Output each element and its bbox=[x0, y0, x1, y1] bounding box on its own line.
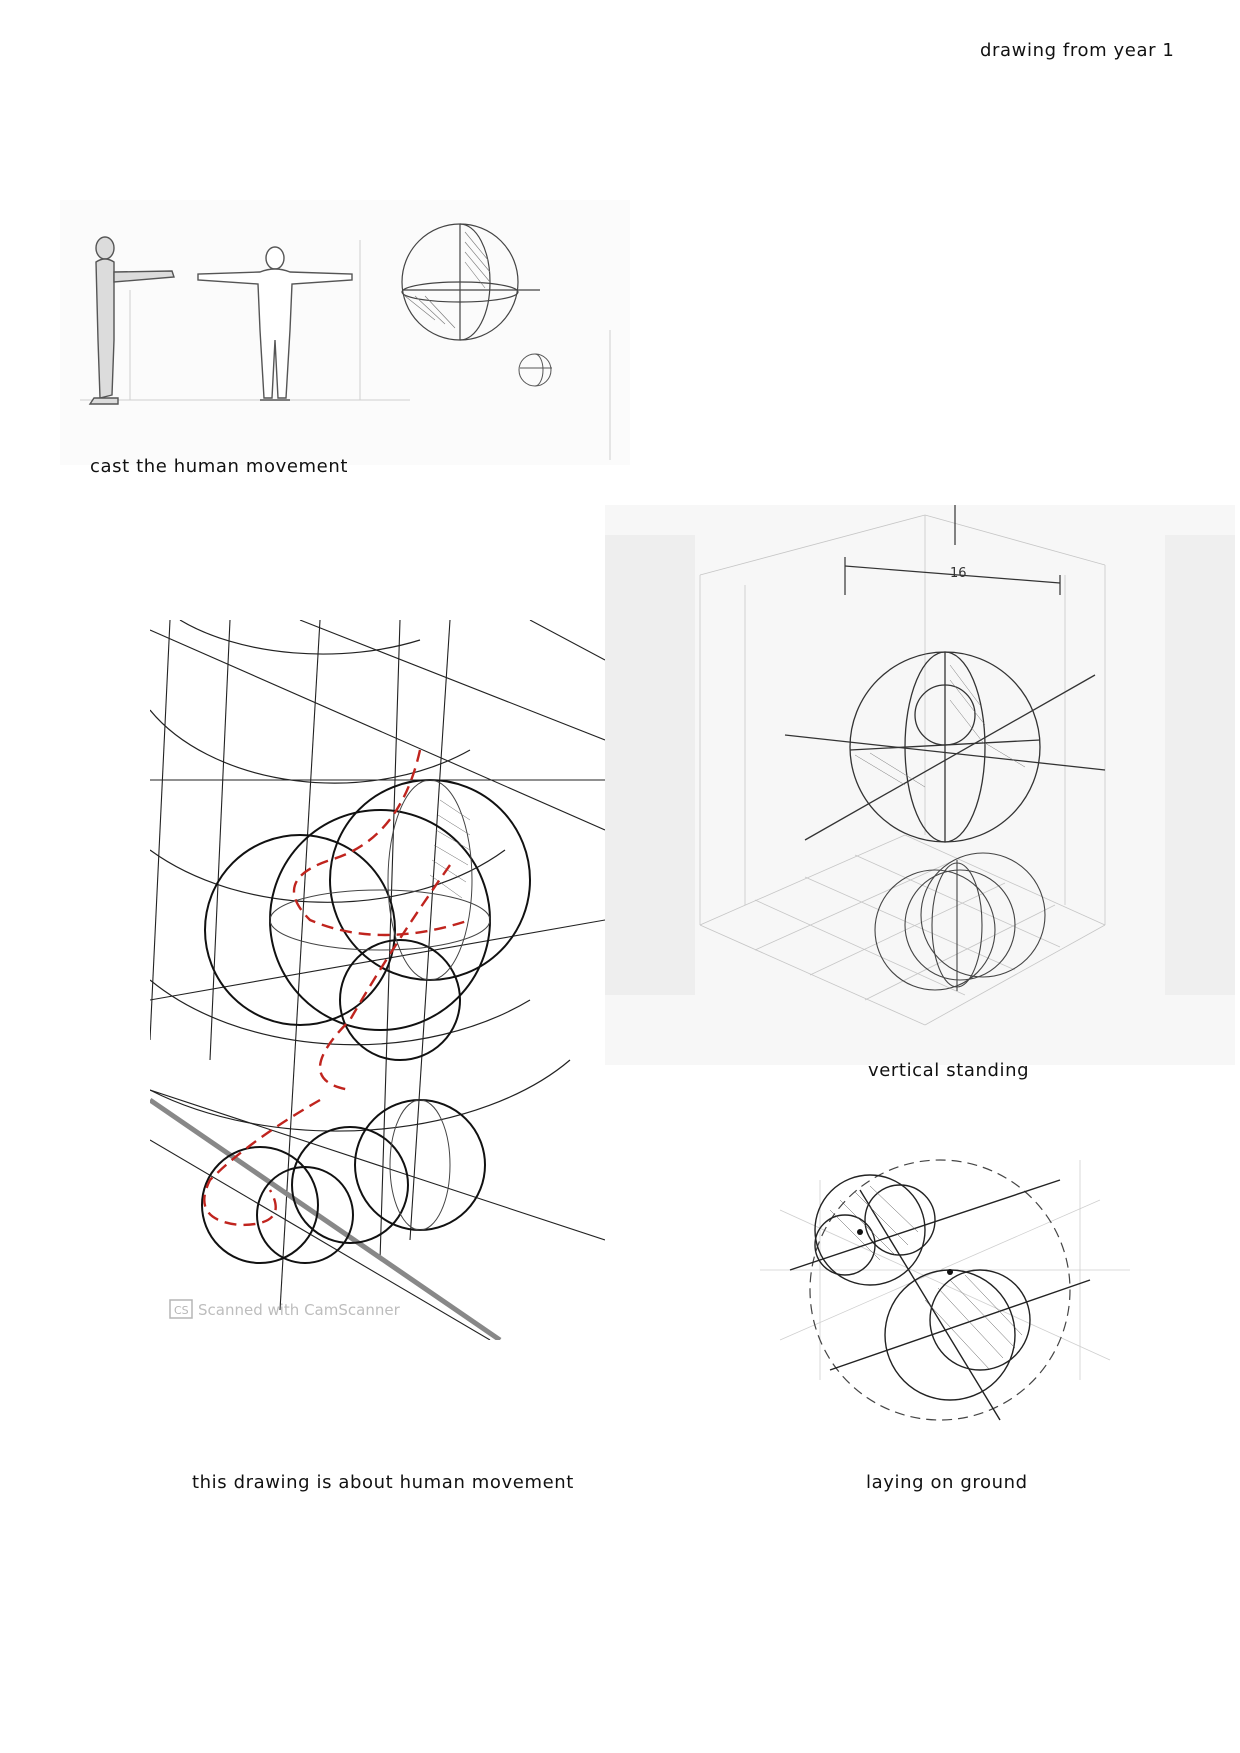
human-movement-sketch bbox=[60, 200, 630, 465]
dimension-label: 16 bbox=[950, 566, 967, 581]
human-movement-drawing bbox=[150, 620, 605, 1340]
page-header: drawing from year 1 bbox=[980, 40, 1175, 61]
vertical-standing-sketch bbox=[605, 505, 1235, 1065]
laying-on-ground-sketch bbox=[760, 1120, 1130, 1435]
caption-vertical-standing: vertical standing bbox=[868, 1060, 1030, 1081]
scanner-watermark bbox=[170, 1300, 401, 1319]
svg-text:CS: CS bbox=[174, 1304, 189, 1317]
caption-drawing-about: this drawing is about human movement bbox=[192, 1472, 574, 1493]
caption-cast-human-movement: cast the human movement bbox=[90, 456, 349, 477]
svg-text:Scanned with CamScanner: Scanned with CamScanner bbox=[198, 1301, 400, 1319]
caption-laying-on-ground: laying on ground bbox=[866, 1472, 1028, 1493]
